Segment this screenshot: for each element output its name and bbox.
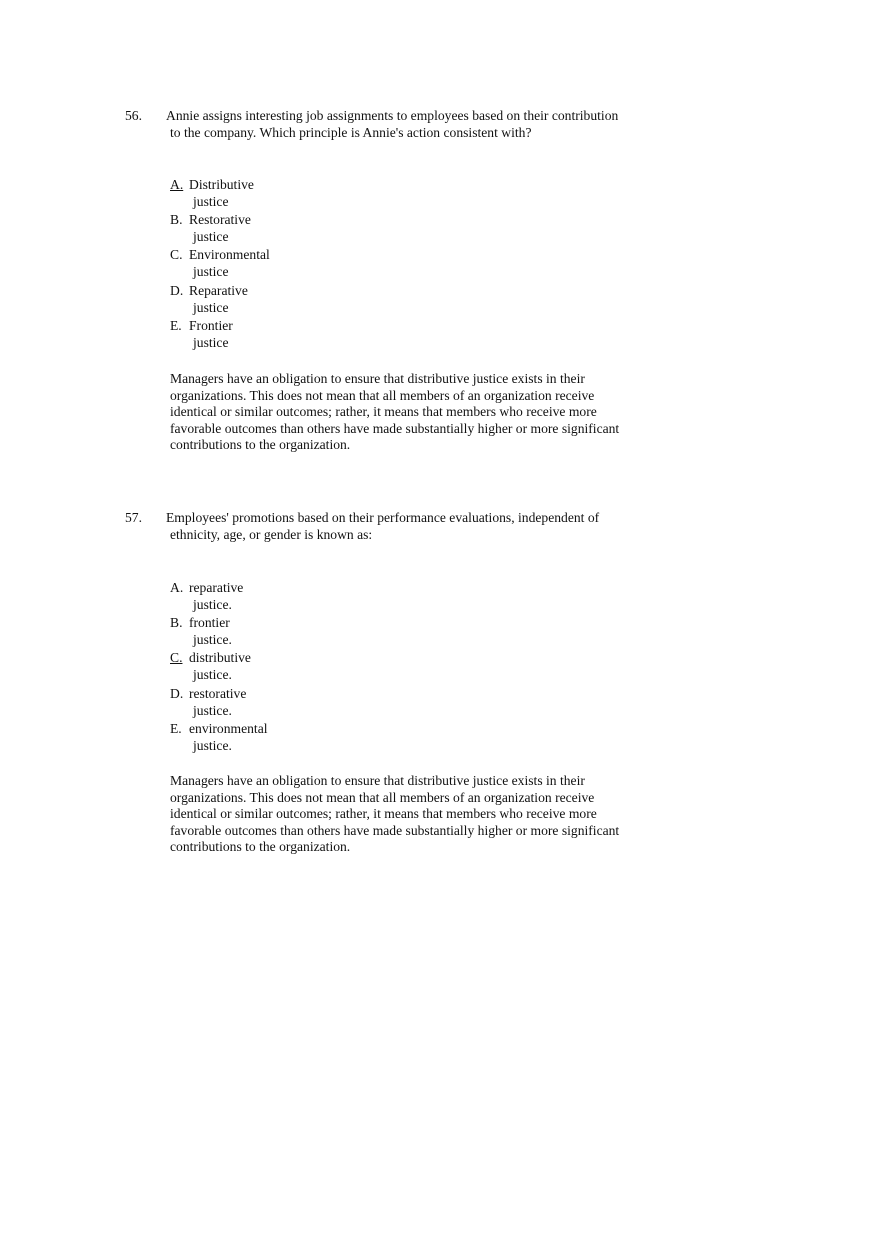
- choice-letter: D.: [170, 282, 184, 298]
- choice-text-cont: justice: [193, 229, 229, 245]
- choice-text-cont: justice: [193, 299, 229, 315]
- choice-d[interactable]: [170, 686, 470, 721]
- choice-text: Frontier: [189, 317, 233, 333]
- choice-text: Reparative: [189, 282, 248, 298]
- choice-letter: C.: [170, 247, 183, 263]
- choice-text-cont: justice.: [193, 597, 232, 612]
- choice-text: reparative: [189, 580, 244, 595]
- choice-letter: C.: [170, 650, 183, 666]
- question-stem: [166, 510, 666, 543]
- choice-letter: D.: [170, 685, 184, 701]
- choice-letter: A.: [170, 177, 184, 192]
- choice-c[interactable]: [170, 247, 470, 282]
- explanation-57: [170, 773, 660, 856]
- question-number: 56.: [125, 108, 142, 123]
- explanation-line: Managers have an obligation to ensure that distributive justice exists in their: [170, 371, 585, 386]
- explanation-line: favorable outcomes than others have made substantially higher or more significant: [170, 822, 620, 838]
- choice-text: restorative: [189, 685, 247, 701]
- choice-text-cont: justice: [193, 334, 229, 350]
- answer-choices-57: [170, 580, 470, 756]
- choice-b[interactable]: [170, 212, 470, 247]
- choice-text: Restorative: [189, 212, 251, 228]
- explanation-line: identical or similar outcomes; rather, it means that members who receive more: [170, 404, 597, 419]
- choice-a[interactable]: [170, 177, 470, 212]
- choice-letter: E.: [170, 720, 182, 736]
- explanation-line: organizations. This does not mean that all members of an organization receive: [170, 387, 595, 403]
- question-stem-line: Employees' promotions based on their performance evaluations, independent of: [166, 510, 600, 525]
- choice-text-cont: justice.: [193, 702, 232, 718]
- explanation-line: organizations. This does not mean that all members of an organization receive: [170, 789, 595, 805]
- choice-c[interactable]: [170, 650, 470, 685]
- choice-letter: B.: [170, 212, 183, 228]
- choice-b[interactable]: [170, 615, 470, 650]
- answer-choices-56: [170, 177, 470, 353]
- choice-text: Environmental: [189, 247, 270, 263]
- choice-text-cont: justice: [193, 194, 229, 209]
- explanation-line: contributions to the organization.: [170, 437, 351, 452]
- explanation-line: identical or similar outcomes; rather, it means that members who receive more: [170, 806, 597, 821]
- choice-e[interactable]: [170, 318, 470, 353]
- explanation-56: [170, 371, 660, 454]
- explanation-line: contributions to the organization.: [170, 839, 351, 854]
- question-stem: [166, 108, 666, 141]
- question-stem-line: ethnicity, age, or gender is known as:: [170, 526, 373, 542]
- explanation-line: Managers have an obligation to ensure that distributive justice exists in their: [170, 773, 585, 788]
- choice-text: distributive: [189, 650, 251, 666]
- choice-letter: B.: [170, 615, 183, 631]
- choice-text-cont: justice.: [193, 632, 232, 648]
- choice-a[interactable]: [170, 580, 470, 615]
- choice-text-cont: justice.: [193, 667, 232, 683]
- choice-e[interactable]: [170, 721, 470, 756]
- choice-d[interactable]: [170, 283, 470, 318]
- choice-text-cont: justice.: [193, 737, 232, 753]
- choice-text-cont: justice: [193, 264, 229, 280]
- question-stem-line: to the company. Which principle is Annie's action consistent with?: [170, 124, 532, 140]
- choice-letter: E.: [170, 317, 182, 333]
- question-stem-line: Annie assigns interesting job assignments to employees based on their contribution: [166, 108, 619, 123]
- question-number: 57.: [125, 510, 142, 525]
- choice-text: environmental: [189, 720, 268, 736]
- choice-text: frontier: [189, 615, 230, 631]
- explanation-line: favorable outcomes than others have made substantially higher or more significant: [170, 420, 620, 436]
- choice-letter: A.: [170, 580, 184, 595]
- choice-text: Distributive: [189, 177, 254, 192]
